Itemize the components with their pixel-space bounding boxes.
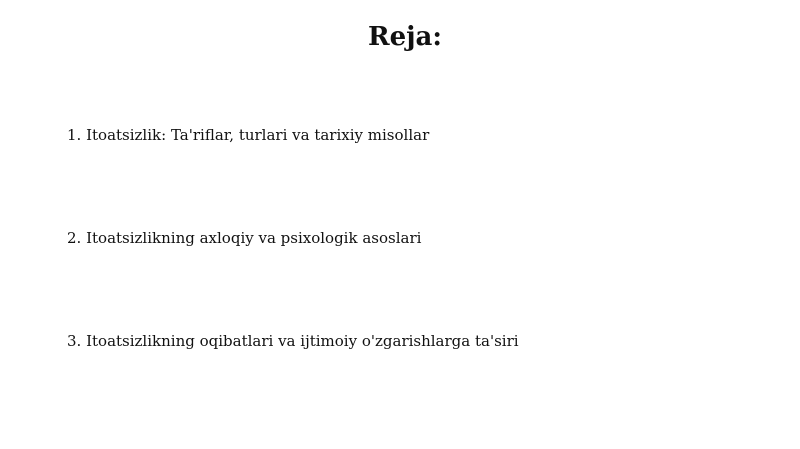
plan-item-2: 2. Itoatsizlikning axloqiy va psixologik asoslari [67, 229, 422, 247]
slide-title: Reja: [367, 22, 442, 52]
plan-item-3: 3. Itoatsizlikning oqibatlari va ijtimoiy o'zgarishlarga ta'siri [67, 332, 519, 350]
plan-item-1: 1. Itoatsizlik: Ta'riflar, turlari va tarixiy misollar [67, 126, 430, 144]
